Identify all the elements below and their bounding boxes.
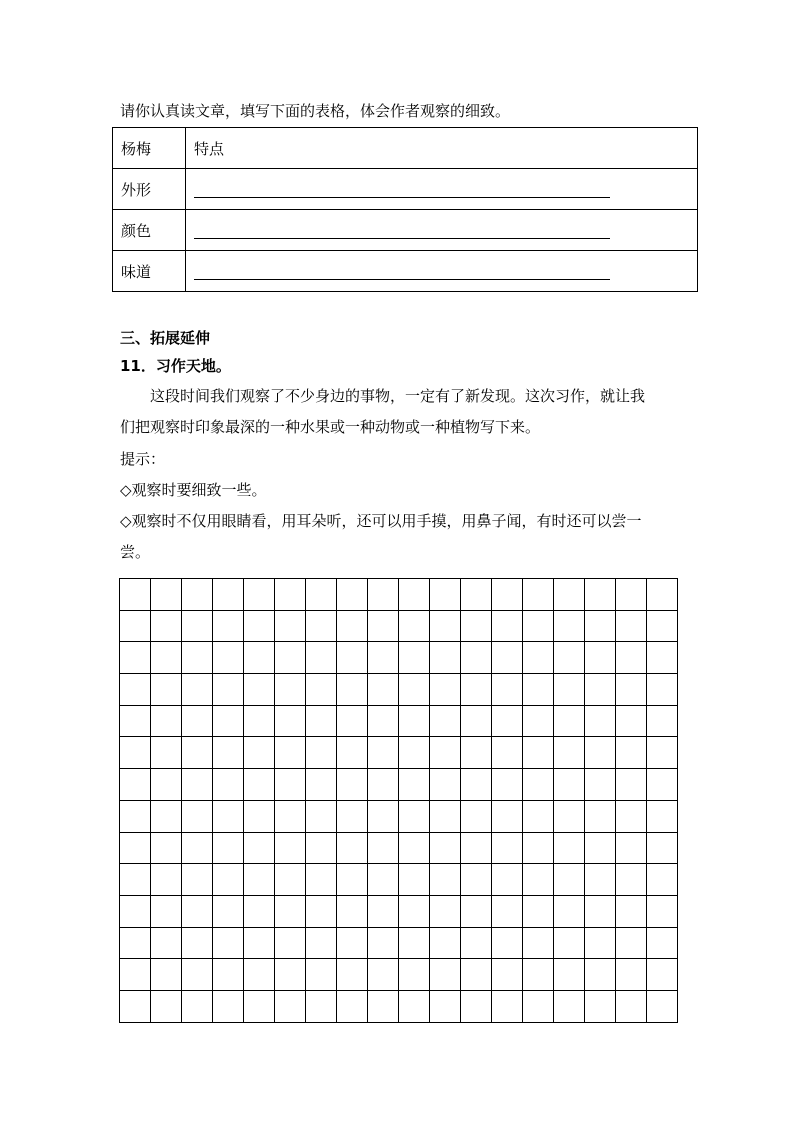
grid-cell[interactable]	[120, 611, 151, 643]
grid-cell[interactable]	[151, 991, 182, 1023]
grid-cell[interactable]	[213, 579, 244, 611]
grid-cell[interactable]	[368, 706, 399, 738]
grid-cell[interactable]	[492, 864, 523, 896]
grid-cell[interactable]	[523, 706, 554, 738]
grid-cell[interactable]	[275, 896, 306, 928]
grid-cell[interactable]	[461, 611, 492, 643]
grid-cell[interactable]	[523, 928, 554, 960]
grid-cell[interactable]	[151, 611, 182, 643]
grid-cell[interactable]	[213, 864, 244, 896]
question-title: 11．习作天地。	[120, 357, 231, 375]
grid-cell[interactable]	[647, 991, 678, 1023]
grid-cell[interactable]	[337, 959, 368, 991]
row-label-color: 颜色	[113, 210, 186, 251]
grid-cell[interactable]	[120, 674, 151, 706]
grid-cell[interactable]	[616, 864, 647, 896]
grid-cell[interactable]	[337, 706, 368, 738]
grid-cell[interactable]	[647, 579, 678, 611]
table-row-shape	[113, 169, 698, 210]
grid-cell[interactable]	[492, 579, 523, 611]
grid-cell[interactable]	[523, 642, 554, 674]
grid-cell[interactable]	[337, 864, 368, 896]
grid-cell[interactable]	[616, 579, 647, 611]
grid-cell[interactable]	[213, 611, 244, 643]
grid-cell[interactable]	[461, 769, 492, 801]
grid-cell[interactable]	[399, 991, 430, 1023]
grid-cell[interactable]	[182, 737, 213, 769]
writing-grid[interactable]	[119, 578, 678, 1023]
grid-cell[interactable]	[120, 928, 151, 960]
grid-cell[interactable]	[492, 833, 523, 865]
grid-cell[interactable]	[337, 928, 368, 960]
grid-cell[interactable]	[306, 864, 337, 896]
grid-cell[interactable]	[244, 706, 275, 738]
features-table	[112, 127, 698, 292]
grid-cell[interactable]	[585, 737, 616, 769]
grid-cell[interactable]	[213, 896, 244, 928]
grid-cell[interactable]	[461, 864, 492, 896]
grid-cell[interactable]	[368, 928, 399, 960]
grid-cell[interactable]	[120, 864, 151, 896]
grid-cell[interactable]	[585, 801, 616, 833]
grid-cell[interactable]	[554, 674, 585, 706]
grid-cell[interactable]	[430, 706, 461, 738]
grid-cell[interactable]	[492, 642, 523, 674]
grid-cell[interactable]	[616, 611, 647, 643]
grid-cell[interactable]	[492, 801, 523, 833]
grid-cell[interactable]	[368, 737, 399, 769]
grid-cell[interactable]	[616, 642, 647, 674]
grid-cell[interactable]	[616, 833, 647, 865]
grid-cell[interactable]	[151, 706, 182, 738]
grid-cell[interactable]	[399, 896, 430, 928]
grid-cell[interactable]	[182, 991, 213, 1023]
grid-cell[interactable]	[306, 674, 337, 706]
grid-cell[interactable]	[182, 579, 213, 611]
grid-cell[interactable]	[368, 959, 399, 991]
grid-cell[interactable]	[399, 864, 430, 896]
grid-cell[interactable]	[182, 611, 213, 643]
answer-blank-shape[interactable]	[194, 183, 610, 198]
grid-cell[interactable]	[182, 769, 213, 801]
grid-cell[interactable]	[647, 864, 678, 896]
grid-cell[interactable]	[368, 801, 399, 833]
grid-cell[interactable]	[120, 737, 151, 769]
grid-cell[interactable]	[430, 769, 461, 801]
grid-cell[interactable]	[585, 928, 616, 960]
grid-cell[interactable]	[399, 769, 430, 801]
grid-cell[interactable]	[430, 959, 461, 991]
grid-cell[interactable]	[275, 642, 306, 674]
grid-cell[interactable]	[306, 737, 337, 769]
grid-cell[interactable]	[182, 928, 213, 960]
table-row-color	[113, 210, 698, 251]
grid-cell[interactable]	[368, 642, 399, 674]
grid-cell[interactable]	[368, 833, 399, 865]
grid-cell[interactable]	[337, 769, 368, 801]
grid-cell[interactable]	[430, 833, 461, 865]
grid-cell[interactable]	[492, 769, 523, 801]
grid-cell[interactable]	[492, 928, 523, 960]
grid-cell[interactable]	[368, 611, 399, 643]
grid-cell[interactable]	[368, 769, 399, 801]
grid-cell[interactable]	[306, 991, 337, 1023]
header-cell-bayberry: 杨梅	[113, 128, 186, 169]
grid-cell[interactable]	[461, 737, 492, 769]
grid-cell[interactable]	[554, 959, 585, 991]
grid-cell[interactable]	[275, 579, 306, 611]
grid-cell[interactable]	[492, 959, 523, 991]
grid-cell[interactable]	[430, 801, 461, 833]
grid-cell[interactable]	[151, 737, 182, 769]
grid-cell[interactable]	[151, 642, 182, 674]
grid-cell[interactable]	[182, 959, 213, 991]
paragraph-line-2: 们把观察时印象最深的一种水果或一种动物或一种植物写下来。	[120, 418, 541, 436]
grid-cell[interactable]	[306, 706, 337, 738]
grid-cell[interactable]	[647, 959, 678, 991]
grid-cell[interactable]	[275, 611, 306, 643]
grid-cell[interactable]	[461, 706, 492, 738]
grid-cell[interactable]	[337, 674, 368, 706]
grid-cell[interactable]	[213, 737, 244, 769]
grid-cell[interactable]	[368, 674, 399, 706]
grid-cell[interactable]	[399, 642, 430, 674]
grid-cell[interactable]	[244, 991, 275, 1023]
table-header-row	[113, 128, 698, 169]
grid-cell[interactable]	[554, 801, 585, 833]
grid-cell[interactable]	[399, 833, 430, 865]
grid-cell[interactable]	[182, 674, 213, 706]
grid-cell[interactable]	[151, 864, 182, 896]
grid-cell[interactable]	[647, 642, 678, 674]
grid-cell[interactable]	[182, 706, 213, 738]
grid-cell[interactable]	[461, 642, 492, 674]
grid-cell[interactable]	[523, 611, 554, 643]
answer-cell-taste[interactable]	[186, 251, 698, 292]
grid-cell[interactable]	[647, 674, 678, 706]
grid-cell[interactable]	[120, 579, 151, 611]
grid-cell[interactable]	[430, 611, 461, 643]
grid-cell[interactable]	[430, 896, 461, 928]
grid-cell[interactable]	[306, 642, 337, 674]
grid-cell[interactable]	[213, 833, 244, 865]
answer-cell-shape[interactable]	[186, 169, 698, 210]
grid-cell[interactable]	[647, 896, 678, 928]
grid-cell[interactable]	[151, 833, 182, 865]
grid-cell[interactable]	[120, 959, 151, 991]
grid-cell[interactable]	[244, 674, 275, 706]
grid-cell[interactable]	[337, 611, 368, 643]
grid-cell[interactable]	[151, 769, 182, 801]
tip-1: ◇观察时要细致一些。	[120, 481, 267, 499]
grid-cell[interactable]	[616, 674, 647, 706]
grid-cell[interactable]	[151, 674, 182, 706]
grid-cell[interactable]	[306, 833, 337, 865]
grid-cell[interactable]	[368, 579, 399, 611]
grid-cell[interactable]	[492, 706, 523, 738]
grid-cell[interactable]	[306, 896, 337, 928]
grid-cell[interactable]	[461, 801, 492, 833]
grid-cell[interactable]	[523, 769, 554, 801]
tips-label: 提示：	[120, 450, 166, 468]
grid-cell[interactable]	[647, 833, 678, 865]
grid-cell[interactable]	[647, 706, 678, 738]
grid-cell[interactable]	[399, 611, 430, 643]
grid-cell[interactable]	[554, 769, 585, 801]
grid-cell[interactable]	[244, 642, 275, 674]
grid-cell[interactable]	[585, 991, 616, 1023]
grid-cell[interactable]	[616, 769, 647, 801]
grid-cell[interactable]	[151, 801, 182, 833]
tip-2-line-2: 尝。	[120, 543, 151, 561]
grid-cell[interactable]	[492, 611, 523, 643]
grid-cell[interactable]	[337, 833, 368, 865]
grid-cell[interactable]	[430, 928, 461, 960]
grid-cell[interactable]	[616, 801, 647, 833]
grid-cell[interactable]	[492, 737, 523, 769]
grid-cell[interactable]	[368, 991, 399, 1023]
grid-cell[interactable]	[151, 896, 182, 928]
grid-cell[interactable]	[399, 674, 430, 706]
grid-cell[interactable]	[120, 801, 151, 833]
grid-cell[interactable]	[399, 579, 430, 611]
grid-cell[interactable]	[244, 737, 275, 769]
grid-cell[interactable]	[523, 864, 554, 896]
grid-cell[interactable]	[244, 579, 275, 611]
grid-cell[interactable]	[430, 674, 461, 706]
grid-cell[interactable]	[213, 991, 244, 1023]
grid-cell[interactable]	[244, 769, 275, 801]
grid-cell[interactable]	[275, 801, 306, 833]
grid-cell[interactable]	[492, 991, 523, 1023]
grid-cell[interactable]	[554, 991, 585, 1023]
grid-cell[interactable]	[585, 864, 616, 896]
grid-cell[interactable]	[554, 642, 585, 674]
grid-cell[interactable]	[182, 642, 213, 674]
grid-cell[interactable]	[306, 769, 337, 801]
grid-cell[interactable]	[523, 991, 554, 1023]
grid-cell[interactable]	[151, 579, 182, 611]
header-cell-features: 特点	[186, 128, 698, 169]
grid-cell[interactable]	[213, 928, 244, 960]
grid-cell[interactable]	[616, 928, 647, 960]
grid-cell[interactable]	[523, 737, 554, 769]
grid-cell[interactable]	[368, 864, 399, 896]
grid-cell[interactable]	[337, 991, 368, 1023]
grid-cell[interactable]	[120, 706, 151, 738]
grid-cell[interactable]	[244, 928, 275, 960]
grid-cell[interactable]	[647, 737, 678, 769]
grid-cell[interactable]	[244, 611, 275, 643]
grid-cell[interactable]	[275, 833, 306, 865]
grid-cell[interactable]	[585, 579, 616, 611]
grid-cell[interactable]	[275, 991, 306, 1023]
grid-cell[interactable]	[275, 864, 306, 896]
grid-cell[interactable]	[399, 928, 430, 960]
grid-cell[interactable]	[616, 991, 647, 1023]
grid-cell[interactable]	[647, 928, 678, 960]
grid-cell[interactable]	[523, 833, 554, 865]
grid-cell[interactable]	[523, 579, 554, 611]
grid-cell[interactable]	[585, 674, 616, 706]
grid-cell[interactable]	[399, 737, 430, 769]
grid-cell[interactable]	[275, 959, 306, 991]
grid-cell[interactable]	[430, 864, 461, 896]
grid-cell[interactable]	[554, 611, 585, 643]
grid-cell[interactable]	[213, 769, 244, 801]
grid-cell[interactable]	[461, 579, 492, 611]
grid-cell[interactable]	[337, 737, 368, 769]
grid-cell[interactable]	[244, 959, 275, 991]
grid-cell[interactable]	[430, 642, 461, 674]
grid-cell[interactable]	[461, 959, 492, 991]
answer-blank-color[interactable]	[194, 224, 610, 239]
grid-cell[interactable]	[151, 959, 182, 991]
grid-cell[interactable]	[368, 896, 399, 928]
paragraph-line-1: 这段时间我们观察了不少身边的事物，一定有了新发现。这次习作，就让我	[150, 387, 646, 405]
grid-cell[interactable]	[275, 769, 306, 801]
grid-cell[interactable]	[213, 674, 244, 706]
grid-cell[interactable]	[616, 706, 647, 738]
grid-cell[interactable]	[430, 737, 461, 769]
grid-cell[interactable]	[523, 959, 554, 991]
grid-cell[interactable]	[585, 706, 616, 738]
grid-cell[interactable]	[213, 706, 244, 738]
grid-cell[interactable]	[523, 801, 554, 833]
grid-cell[interactable]	[120, 833, 151, 865]
grid-cell[interactable]	[275, 737, 306, 769]
table-instruction: 请你认真读文章，填写下面的表格，体会作者观察的细致。	[120, 102, 511, 120]
grid-cell[interactable]	[213, 801, 244, 833]
grid-cell[interactable]	[554, 833, 585, 865]
grid-cell[interactable]	[399, 706, 430, 738]
grid-cell[interactable]	[337, 896, 368, 928]
grid-cell[interactable]	[523, 674, 554, 706]
grid-cell[interactable]	[306, 959, 337, 991]
grid-cell[interactable]	[585, 642, 616, 674]
grid-cell[interactable]	[554, 579, 585, 611]
grid-cell[interactable]	[120, 991, 151, 1023]
grid-cell[interactable]	[244, 833, 275, 865]
row-label-taste: 味道	[113, 251, 186, 292]
grid-cell[interactable]	[275, 706, 306, 738]
grid-cell[interactable]	[554, 737, 585, 769]
grid-cell[interactable]	[213, 642, 244, 674]
grid-cell[interactable]	[275, 674, 306, 706]
grid-cell[interactable]	[461, 928, 492, 960]
grid-cell[interactable]	[461, 674, 492, 706]
grid-cell[interactable]	[585, 833, 616, 865]
grid-cell[interactable]	[120, 896, 151, 928]
section-title: 三、拓展延伸	[120, 329, 211, 347]
grid-cell[interactable]	[585, 959, 616, 991]
grid-cell[interactable]	[647, 769, 678, 801]
grid-cell[interactable]	[244, 801, 275, 833]
grid-cell[interactable]	[492, 896, 523, 928]
grid-cell[interactable]	[337, 642, 368, 674]
table-row-taste	[113, 251, 698, 292]
grid-cell[interactable]	[337, 801, 368, 833]
grid-cell[interactable]	[182, 864, 213, 896]
grid-cell[interactable]	[616, 896, 647, 928]
grid-cell[interactable]	[523, 896, 554, 928]
grid-cell[interactable]	[461, 896, 492, 928]
grid-cell[interactable]	[554, 928, 585, 960]
grid-cell[interactable]	[244, 864, 275, 896]
grid-cell[interactable]	[430, 579, 461, 611]
grid-cell[interactable]	[306, 928, 337, 960]
grid-cell[interactable]	[151, 928, 182, 960]
grid-cell[interactable]	[399, 959, 430, 991]
grid-cell[interactable]	[306, 801, 337, 833]
grid-cell[interactable]	[461, 991, 492, 1023]
grid-cell[interactable]	[430, 991, 461, 1023]
tip-2-line-1: ◇观察时不仅用眼睛看，用耳朵听，还可以用手摸，用鼻子闻，有时还可以尝一	[120, 512, 642, 530]
grid-cell[interactable]	[585, 611, 616, 643]
grid-cell[interactable]	[120, 769, 151, 801]
grid-cell[interactable]	[616, 737, 647, 769]
grid-cell[interactable]	[244, 896, 275, 928]
grid-cell[interactable]	[647, 801, 678, 833]
answer-cell-color[interactable]	[186, 210, 698, 251]
grid-cell[interactable]	[554, 706, 585, 738]
grid-cell[interactable]	[120, 642, 151, 674]
grid-cell[interactable]	[616, 959, 647, 991]
grid-cell[interactable]	[182, 896, 213, 928]
grid-cell[interactable]	[585, 896, 616, 928]
grid-cell[interactable]	[554, 864, 585, 896]
grid-cell[interactable]	[182, 801, 213, 833]
grid-cell[interactable]	[275, 928, 306, 960]
grid-cell[interactable]	[306, 611, 337, 643]
grid-cell[interactable]	[337, 579, 368, 611]
row-label-shape: 外形	[113, 169, 186, 210]
grid-cell[interactable]	[182, 833, 213, 865]
grid-cell[interactable]	[492, 674, 523, 706]
grid-cell[interactable]	[213, 959, 244, 991]
grid-cell[interactable]	[554, 896, 585, 928]
grid-cell[interactable]	[306, 579, 337, 611]
grid-cell[interactable]	[461, 833, 492, 865]
answer-blank-taste[interactable]	[194, 265, 610, 280]
grid-cell[interactable]	[585, 769, 616, 801]
grid-cell[interactable]	[399, 801, 430, 833]
grid-cell[interactable]	[647, 611, 678, 643]
